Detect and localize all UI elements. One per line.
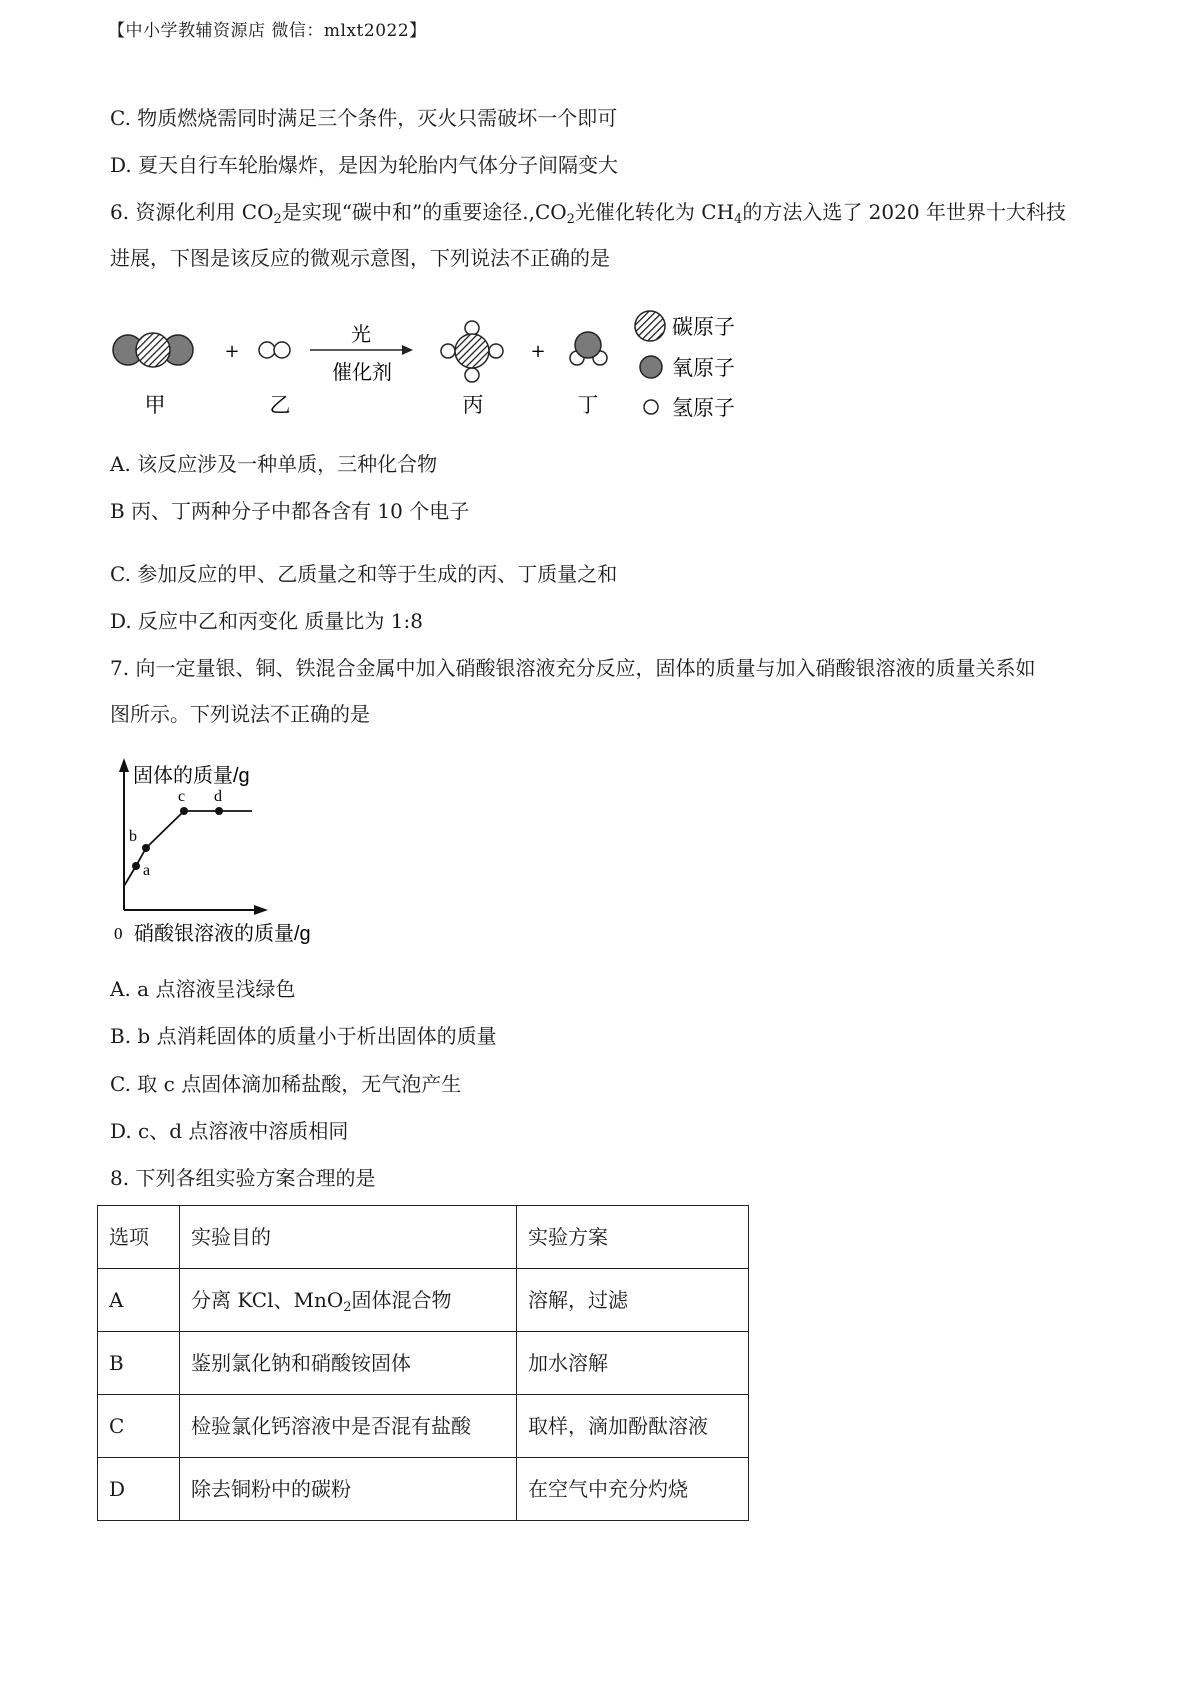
y-axis-label: 固体的质量/g — [133, 765, 250, 787]
q6-option-a: A. 该反应涉及一种单质，三种化合物 — [110, 452, 438, 476]
q6-stem-line2: 进展，下图是该反应的微观示意图，下列说法不正确的是 — [110, 246, 610, 270]
legend-carbon: 碳原子 — [672, 316, 735, 339]
row-option: A — [98, 1269, 180, 1332]
legend-oxygen-icon — [640, 356, 662, 378]
q6-stem-line1: 6. 资源化利用 $CO_2$是实现“碳中和”的重要途径$.,CO_2$光催化转化为 $CH_4$的方法入选了 2020 年世界十大科技 — [110, 200, 1066, 227]
legend-carbon-icon — [635, 311, 665, 341]
q6-option-d: D. 反应中乙和丙变化 质量比为 1:8 — [110, 609, 423, 633]
header-option: 选项 — [98, 1206, 180, 1269]
table-row — [98, 1458, 749, 1521]
point-a-label: a — [143, 862, 151, 879]
label-bing: 丙 — [462, 394, 484, 417]
row-option: C — [98, 1395, 180, 1458]
q7-option-a: A. a 点溶液呈浅绿色 — [110, 977, 296, 1001]
row-aim: 检验氯化钙溶液中是否混有盐酸 — [180, 1395, 517, 1458]
label-ding: 丁 — [577, 394, 599, 417]
table-row — [98, 1269, 749, 1332]
mass-graph — [112, 758, 352, 953]
mass-graph-svg — [112, 758, 352, 953]
row-option: D — [98, 1458, 180, 1521]
row-aim: 分离 KCl、MnO$_2$固体混合物 — [180, 1269, 517, 1332]
header-plan: 实验方案 — [517, 1206, 749, 1269]
options-table — [97, 1205, 749, 1521]
q5-option-d: D. 夏天自行车轮胎爆炸，是因为轮胎内气体分子间隔变大 — [110, 153, 619, 177]
plus-sign-2: + — [530, 341, 546, 362]
header-watermark: 【中小学教辅资源店 微信：mlxt2022】 — [108, 21, 427, 41]
row-plan: 在空气中充分灼烧 — [517, 1458, 749, 1521]
q7-stem-line1: 7. 向一定量银、铜、铁混合金属中加入硝酸银溶液充分反应，固体的质量与加入硝酸银溶液的质量关系如 — [110, 656, 1036, 680]
q7-option-c: C. 取 c 点固体滴加稀盐酸，无气泡产生 — [110, 1072, 462, 1096]
q7-option-b: B. b 点消耗固体的质量小于析出固体的质量 — [110, 1024, 497, 1048]
legend-hydrogen-icon — [644, 400, 658, 414]
condition-light: 光 — [351, 324, 371, 346]
label-jia: 甲 — [144, 394, 166, 417]
legend-oxygen: 氧原子 — [672, 357, 735, 380]
row-aim: 鉴别氯化钠和硝酸铵固体 — [180, 1332, 517, 1395]
q8-stem: 8. 下列各组实验方案合理的是 — [110, 1166, 376, 1190]
row-plan: 取样，滴加酚酞溶液 — [517, 1395, 749, 1458]
molecule-ding — [570, 332, 607, 365]
point-c-label: c — [178, 788, 186, 805]
plus-sign-1: + — [224, 341, 240, 362]
point-b-label: b — [129, 828, 137, 845]
x-axis-label: 硝酸银溶液的质量/g — [134, 923, 311, 945]
reaction-arrow — [310, 345, 413, 355]
q6-option-b: B 丙、丁两种分子中都各含有 10 个电子 — [110, 499, 470, 523]
molecule-yi — [259, 342, 290, 358]
molecule-jia — [113, 333, 193, 367]
condition-catalyst: 催化剂 — [332, 362, 392, 384]
label-yi: 乙 — [269, 394, 291, 417]
q7-stem-line2: 图所示。下列说法不正确的是 — [110, 702, 370, 726]
row-option: B — [98, 1332, 180, 1395]
point-b — [142, 844, 150, 852]
q5-option-c: C. 物质燃烧需同时满足三个条件，灭火只需破坏一个即可 — [110, 106, 618, 130]
y-axis-arrow-icon — [119, 758, 129, 772]
table-row — [98, 1395, 749, 1458]
point-a — [132, 862, 140, 870]
row-plan: 加水溶解 — [517, 1332, 749, 1395]
x-axis-arrow-icon — [254, 905, 268, 915]
row-plan: 溶解，过滤 — [517, 1269, 749, 1332]
table-header-row — [98, 1206, 749, 1269]
header-aim: 实验目的 — [180, 1206, 517, 1269]
origin-label: 0 — [114, 924, 123, 943]
reaction-diagram-svg — [110, 305, 760, 427]
legend — [635, 311, 735, 420]
point-d — [215, 807, 223, 815]
molecule-bing — [441, 321, 503, 382]
point-d-label: d — [214, 788, 222, 805]
reaction-diagram — [110, 305, 760, 427]
point-c — [180, 807, 188, 815]
legend-hydrogen: 氢原子 — [672, 397, 735, 420]
q6-option-c: C. 参加反应的甲、乙质量之和等于生成的丙、丁质量之和 — [110, 562, 618, 586]
q7-option-d: D. c、d 点溶液中溶质相同 — [110, 1119, 349, 1143]
row-aim: 除去铜粉中的碳粉 — [180, 1458, 517, 1521]
table-row — [98, 1332, 749, 1395]
